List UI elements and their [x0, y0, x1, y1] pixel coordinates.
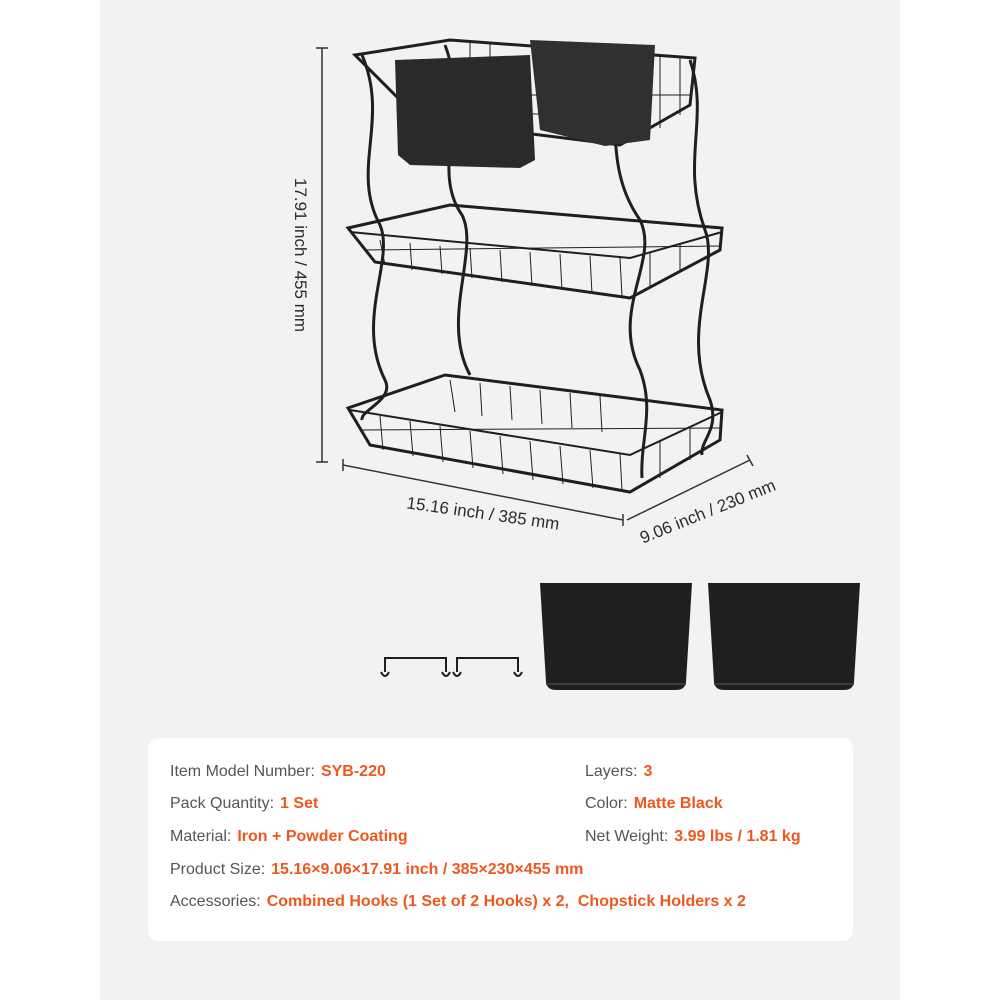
- spec-value: Matte Black: [633, 795, 723, 812]
- spec-value: 15.16×9.06×17.91 inch / 385×230×455 mm: [271, 861, 584, 878]
- spec-color: [585, 795, 723, 813]
- spec-value: 3: [643, 763, 653, 780]
- spec-value: 1 Set: [280, 795, 319, 812]
- top-holder-right: [530, 40, 655, 146]
- top-holder-left: [395, 55, 535, 168]
- hook-accessory-right: [453, 658, 522, 676]
- spec-size: [170, 861, 583, 879]
- depth-dimension-label: 9.06 inch / 230 mm: [637, 475, 779, 548]
- spec-label: Accessories:: [170, 893, 261, 910]
- spec-accessories: [170, 893, 746, 911]
- spec-value: Chopstick Holders x 2: [577, 893, 746, 910]
- width-dimension-label: 15.16 inch / 385 mm: [405, 493, 561, 534]
- spec-value: SYB-220: [320, 763, 386, 780]
- spec-layers: [585, 763, 652, 781]
- chopstick-holder-right: [708, 583, 860, 690]
- spec-model: [170, 763, 386, 781]
- bottom-basket: [348, 375, 722, 492]
- height-dimension-line: [316, 48, 328, 462]
- spec-pack: [170, 795, 318, 813]
- spec-card: [148, 738, 853, 941]
- spec-value: Iron + Powder Coating: [237, 828, 408, 845]
- middle-basket: [348, 205, 722, 298]
- spec-weight: [585, 828, 801, 846]
- hook-accessory-left: [381, 658, 450, 676]
- spec-label: Material:: [170, 828, 232, 845]
- spec-label: Net Weight:: [585, 828, 669, 845]
- spec-label: Layers:: [585, 763, 638, 780]
- chopstick-holder-left: [540, 583, 692, 690]
- spec-label: Pack Quantity:: [170, 795, 275, 812]
- spec-value: 3.99 lbs / 1.81 kg: [674, 828, 801, 845]
- spec-material: [170, 828, 408, 846]
- spec-label: Item Model Number:: [170, 763, 315, 780]
- spec-label: Color:: [585, 795, 628, 812]
- spec-value: Combined Hooks (1 Set of 2 Hooks) x 2,: [266, 893, 569, 910]
- spec-label: Product Size:: [170, 861, 266, 878]
- height-dimension-label: 17.91 inch / 455 mm: [291, 177, 310, 333]
